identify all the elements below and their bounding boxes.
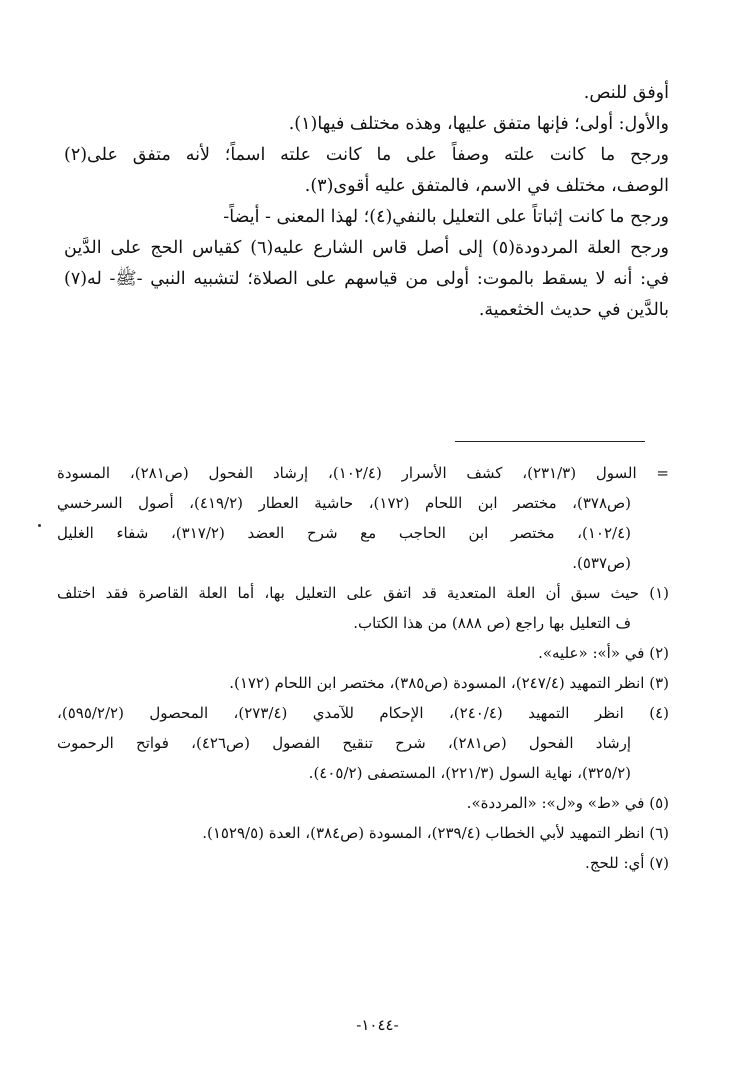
footnote-5: (٥) في «ط» و«ل»: «المرددة». [466, 794, 669, 812]
footnote-3: (٣) انظر التمهيد (٢٤٧/٤)، المسودة (ص٣٨٥)، مختصر ابن اللحام (١٧٢). [229, 674, 669, 692]
footnote-line: إرشاد الفحول (ص٢٨١)، شرح تنقيح الفصول (ص٤٢٦)، فواتح الرحموت [57, 734, 631, 752]
footnote-1: (١) حيث سبق أن العلة المتعدية قد اتفق على التعليل بها، أما العلة القاصرة فقد اختلف [57, 584, 669, 602]
footnote-divider [455, 441, 645, 442]
footnote-4: (٤) انظر التمهيد (٢٤٠/٤)، الإحكام للآمدي (٢٧٣/٤)، المحصول (٥٩٥/٢/٢)، [57, 704, 669, 722]
footnotes [57, 458, 669, 878]
main-line: الوصف، مختلف في الاسم، فالمتفق عليه أقوى(٣). [304, 176, 669, 196]
main-line: بالدَّين في حديث الخثعمية. [478, 300, 669, 320]
main-text [64, 78, 669, 326]
main-line: أوفق للنص. [583, 83, 669, 103]
footnote-7: (٧) أي: للحج. [585, 854, 669, 872]
main-line: في: أنه لا يسقط بالموت: أولى من قياسهم على الصلاة؛ لتشبيه النبي -ﷺ- له(٧) [64, 269, 669, 289]
footnote-2: (٢) في «أ»: «عليه». [538, 644, 669, 662]
scan-speck [38, 524, 41, 527]
page-number: -١٠٤٤- [356, 1016, 399, 1034]
footnote-6: (٦) انظر التمهيد لأبي الخطاب (٢٣٩/٤)، المسودة (ص٣٨٤)، العدة (١٥٢٩/٥). [202, 824, 669, 842]
footnote-line: = السول (٢٣١/٣)، كشف الأسرار (١٠٢/٤)، إرشاد الفحول (ص٢٨١)، المسودة [57, 464, 669, 482]
main-line: ورجح ما كانت علته وصفاً على ما كانت علته اسماً؛ لأنه متفق على(٢) [64, 145, 669, 165]
footnote-line: (١٠٢/٤)، مختصر ابن الحاجب مع شرح العضد (٣١٧/٢)، شفاء الغليل [57, 524, 632, 542]
footnote-line: (٣٢٥/٢)، نهاية السول (٢٢١/٣)، المستصفى (٤٠٥/٢). [308, 764, 631, 782]
main-line: والأول: أولى؛ فإنها متفق عليها، وهذه مختلف فيها(١). [288, 114, 669, 134]
main-line: ورجح العلة المردودة(٥) إلى أصل قاس الشارع عليه(٦) كقياس الحج على الدَّين [64, 238, 669, 258]
footnote-line: ف التعليل بها راجع (ص ٨٨٨) من هذا الكتاب. [353, 614, 631, 632]
main-line: ورجح ما كانت إثباتاً على التعليل بالنفي(٤)؛ لهذا المعنى - أيضاً- [223, 207, 669, 227]
footnote-line: (ص٣٧٨)، مختصر ابن اللحام (١٧٢)، حاشية العطار (٤١٩/٢)، أصول السرخسي [57, 494, 632, 512]
footnote-line: (ص٥٣٧). [572, 554, 631, 572]
